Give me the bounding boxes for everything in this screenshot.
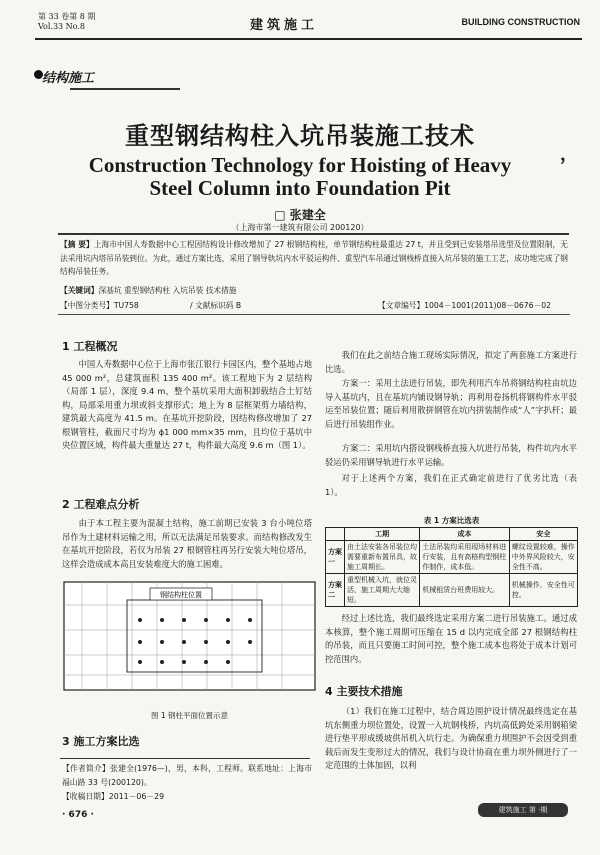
document-code: / 文献标识码 B — [190, 301, 242, 310]
page-number: · 676 · — [62, 810, 94, 820]
table-caption: 表 1 方案比选表 — [423, 516, 480, 525]
right-paragraph-3: 方案二：采用坑内搭设钢栈桥直接入坑进行吊装，构件坑内水平驳运仍采用钢导轨进行水平运输。 — [325, 443, 577, 467]
table-row — [326, 574, 578, 607]
keywords-items: 深基坑 重型钢结构柱 入坑吊装 技术措施 — [98, 286, 237, 295]
keywords — [60, 285, 236, 296]
table-cell-period: 由土法安装各吊装位均需要重新布置吊具，故施工周期长。 — [345, 541, 420, 574]
table-header: 成本 — [420, 528, 509, 541]
article-title-cn: 重型钢结构柱入坑吊装施工技术 — [125, 122, 475, 150]
table-header — [326, 528, 345, 541]
author: □ 张建全 — [274, 208, 326, 222]
table-cell-safety: 机械操作，安全性可控。 — [509, 574, 577, 607]
abstract-top-rule — [58, 233, 569, 235]
journal-title-en: BUILDING CONSTRUCTION — [461, 17, 580, 27]
section-4-text: （1）我们在施工过程中，结合周边围护设计情况最终选定在基坑东侧重力坝位置处，设置一入坑钢栈桥，内坑高低跨处采用钢箱梁进行垫平形成缓坡供吊机入坑行走。为确保重力坝围护不会因受到重载后而发生变形过大的情况，我们与设计协商在重力坝外侧进行了一定范围的土体加固，以利 — [325, 706, 577, 770]
section-1-heading: 1 工程概况 — [62, 340, 118, 353]
article-title-en-line1: Construction Technology for Hoisting of Heavy — [88, 153, 512, 177]
keywords-label: 【关键词】 — [60, 286, 99, 295]
footnote-rule — [60, 758, 310, 759]
meta-rule — [58, 314, 570, 315]
volume-cn: 第 33 卷第 8 期 — [38, 12, 96, 21]
article-title-en-line2: Steel Column into Foundation Pit — [149, 176, 451, 200]
right-paragraph-2: 方案一：采用土法进行吊装，即先利用汽车吊将钢结构柱由坑边导入基坑内，且在基坑内铺设钢导轨；再利用卷扬机将钢构件水平驳运至吊装位置；随后利用散拼钢管在坑内拼装制作成“人”字扒杆；最后进行吊装组作业。 — [325, 378, 577, 429]
header-rule — [35, 38, 582, 40]
section-1-text: 中国人寿数据中心位于上海市张江银行卡园区内，整个基地占地 45 000 m²，总建筑面积 135 400 m²。该工程地下为 2 层结构（局部 1 层），深度 9.4 m，整个基坑采用大面积卸载结合土钉结构，局部采用重力坝或斜支撑形式；地上为 8 层框架剪力墙结构，建筑最大高度为 41.5 m。在基坑开挖阶段，因结构修改增加了 27 根钢管柱，截面尺寸均为 ϕ1 000 mm×35 mm，且均位于基坑中央位置区域，构件最大重量达 27 t，构件最大高度 9.6 m（图 1）。 — [62, 359, 312, 450]
section-tag: 结构施工 — [42, 71, 95, 86]
article-number: 【文章编号】1004－1001(2011)08－0676－02 — [378, 301, 552, 310]
table-cell-cost: 机械租赁台班费用较大。 — [420, 574, 509, 607]
section-4-heading: 4 主要技术措施 — [325, 685, 403, 698]
table-cell-scheme: 方案一 — [326, 541, 345, 574]
scheme-comparison-table — [325, 527, 578, 607]
right-paragraph-5: 经过上述比选，我们最终选定采用方案二进行吊装施工。通过成本核算，整个施工周期可压缩在 15 d 以内完成全部 27 根钢结构柱的吊装，而且只要施工时间可控，整个施工成本也将处于成本计划可控范围内。 — [325, 613, 577, 664]
figure-inner-label: 钢结构柱位置 — [160, 591, 202, 599]
table-header-row — [326, 528, 578, 541]
section-tag-underline — [70, 88, 180, 90]
section-2-text: 由于本工程主要为混凝土结构，施工前期已安装 3 台小吨位塔吊作为土建材料运输之用，所以无法满足吊装要求。而结构修改发生在基坑开挖阶段，若仅为吊装 27 根钢管柱再另行安装大吨位塔吊，这样会造成成本高且安装难度大的施工困难。 — [62, 518, 312, 569]
steel-column-plan-figure — [62, 580, 317, 692]
table-cell-period: 重型机械入坑，就位灵活，施工周期大大缩短。 — [345, 574, 420, 607]
author-footnote: 【作者简介】张建全(1976—)，男，本科，工程师。联系地址：上海市福山路 33 号(200120)。 — [62, 764, 312, 787]
corner-watermark: 建筑施工 第 ·期 — [478, 803, 568, 817]
table-header: 安全 — [509, 528, 577, 541]
abstract-text: 上海市中国人寿数据中心工程因结构设计修改增加了 27 根钢结构柱，单节钢结构柱最重达 27 t，并且受到已安装塔吊选型及位置限制，无法采用坑内塔吊吊装到位。为此，通过方案比选，采用了钢导轨坑内水平驳运构件、重型汽车吊通过钢栈桥直接入坑吊装的施工工艺，成功地完成了钢结构吊装任务。 — [60, 240, 568, 276]
right-paragraph-1: 我们在此之前结合施工现场实际情况，拟定了两套施工方案进行比选。 — [325, 350, 577, 374]
stray-mark: ， — [560, 144, 578, 165]
table-header: 工期 — [345, 528, 420, 541]
table-cell-cost: 土法吊装均采用现场材料进行安装，且有高格构型钢柱作制作，成本低。 — [420, 541, 509, 574]
clc-number: 【中图分类号】TU758 — [60, 301, 139, 310]
abstract — [60, 238, 568, 279]
table-row — [326, 541, 578, 574]
section-3-heading: 3 施工方案比选 — [62, 735, 140, 748]
affiliation: （上海市第一建筑有限公司 200120） — [231, 223, 369, 232]
volume-info — [38, 12, 95, 32]
table-cell-scheme: 方案二 — [326, 574, 345, 607]
abstract-label: 【摘 要】 — [60, 240, 94, 249]
figure-caption: 图 1 钢柱平面位置示意 — [150, 711, 229, 720]
volume-en: Vol.33 No.8 — [38, 22, 85, 31]
table-cell-safety: 螺纹设置较难，操作中外界风险较大，安全性不高。 — [509, 541, 577, 574]
journal-title-cn: 建筑施工 — [250, 18, 319, 33]
right-paragraph-4: 对于上述两个方案，我们在正式确定前进行了优劣比选（表 1）。 — [325, 473, 577, 497]
received-date: 【收稿日期】2011－06－29 — [62, 792, 165, 801]
section-2-heading: 2 工程难点分析 — [62, 498, 140, 511]
